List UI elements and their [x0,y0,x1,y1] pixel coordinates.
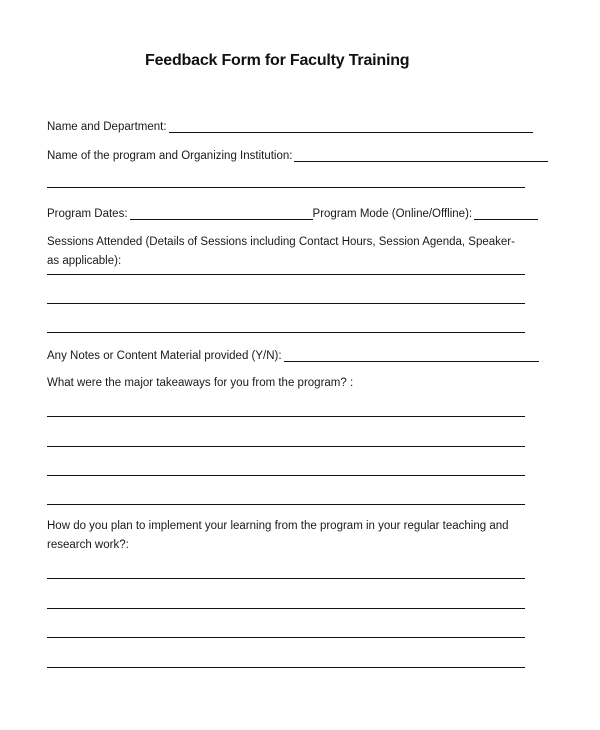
program-institution-extra-line[interactable] [47,187,525,188]
program-institution-label: Name of the program and Organizing Institution: [47,150,293,162]
takeaways-answer-line[interactable] [47,475,525,476]
name-department-label: Name and Department: [47,121,167,133]
implement-learning-label: How do you plan to implement your learning from the program in your regular teaching and research work?: [47,520,509,551]
notes-material-input-line[interactable] [284,351,539,362]
notes-material-row [47,346,539,362]
sessions-answer-line[interactable] [47,274,525,275]
sessions-answer-line[interactable] [47,303,525,304]
implement-answer-line[interactable] [47,578,525,579]
name-department-input-line[interactable] [169,122,533,133]
notes-material-label: Any Notes or Content Material provided (Y/N): [47,350,282,362]
implement-answer-line[interactable] [47,667,525,668]
major-takeaways-label: What were the major takeaways for you from the program? : [47,377,354,389]
implement-answer-line[interactable] [47,637,525,638]
sessions-attended-label: Sessions Attended (Details of Sessions including Contact Hours, Session Agenda, Speaker- as applicable): [47,236,515,267]
program-institution-row [47,146,548,162]
takeaways-answer-line[interactable] [47,446,525,447]
takeaways-answer-line[interactable] [47,504,525,505]
takeaways-answer-line[interactable] [47,416,525,417]
program-dates-label: Program Dates: [47,208,128,220]
program-mode-label: Program Mode (Online/Offline): [312,208,473,220]
form-title: Feedback Form for Faculty Training [145,52,410,69]
program-dates-input-line[interactable] [130,209,313,220]
name-department-row [47,117,533,133]
program-institution-input-line[interactable] [294,151,548,162]
program-mode-input-line[interactable] [474,209,538,220]
implement-answer-line[interactable] [47,608,525,609]
sessions-answer-line[interactable] [47,332,525,333]
program-dates-mode-row [47,204,538,220]
